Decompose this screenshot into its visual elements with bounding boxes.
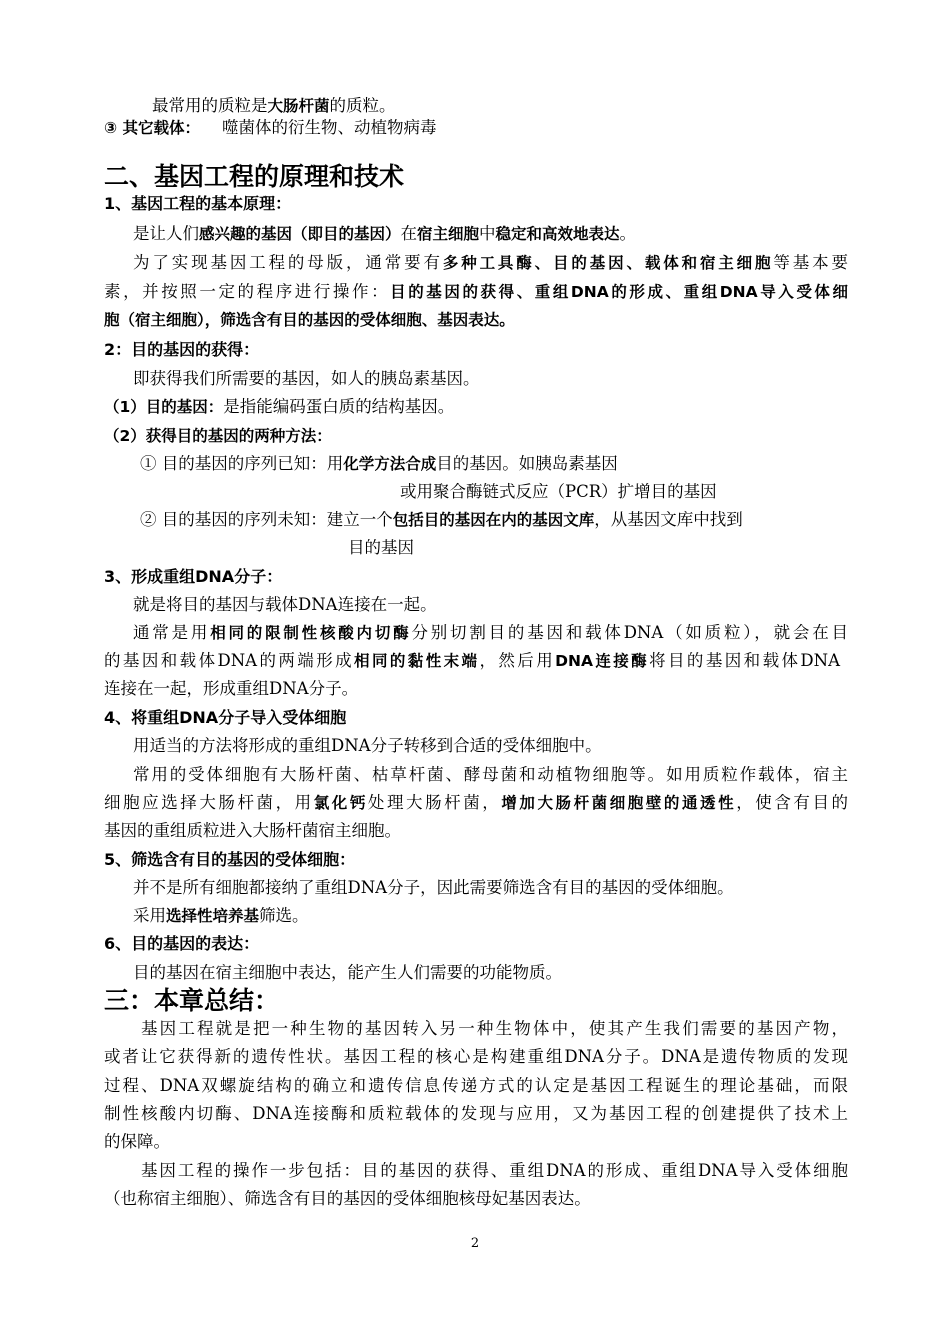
s4-p2-line-3: 基因的重组质粒进入大肠杆菌宿主细胞。	[104, 821, 401, 840]
s1-p2-line-3: 胞（宿主细胞），筛选含有目的基因的受体细胞、基因表达。	[104, 311, 515, 329]
summary-p1-line-1: 基因工程就是把一种生物的基因转入另一种生物体中，使其产生我们需要的基因产物，	[141, 1019, 848, 1038]
summary-p2-line-2: （也称宿主细胞）、筛选含有目的基因的受体细胞核母妃基因表达。	[104, 1189, 591, 1208]
section-2-title: 二、基因工程的原理和技术	[104, 162, 405, 191]
heading-6: 6、目的基因的表达：	[104, 934, 260, 953]
s3-p2-line-3: 连接在一起，形成重组DNA分子。	[104, 679, 359, 698]
s2-method-2-line-2: 目的基因	[348, 538, 414, 557]
s5-p1: 并不是所有细胞都接纳了重组DNA分子，因此需要筛选含有目的基因的受体细胞。	[133, 878, 734, 897]
s4-p1: 用适当的方法将形成的重组DNA分子转移到合适的受体细胞中。	[133, 736, 602, 755]
s5-p2: 采用选择性培养基筛选。	[133, 906, 309, 925]
s2-method-1-line-2: 或用聚合酶链式反应（PCR）扩增目的基因	[400, 482, 717, 501]
s3-p2-line-1: 通常是用相同的限制性核酸内切酶分别切割目的基因和载体DNA（如质粒），就会在目	[133, 623, 848, 642]
s3-p2-line-2: 的基因和载体DNA的两端形成相同的黏性末端，然后用DNA连接酶将目的基因和载体DNA	[104, 651, 840, 670]
s2-method-1-line-1: ① 目的基因的序列已知：用化学方法合成目的基因。如胰岛素基因	[140, 454, 618, 473]
s2-method-2-line-1: ② 目的基因的序列未知：建立一个包括目的基因在内的基因文库，从基因文库中找到	[140, 510, 743, 529]
s4-p2-line-2: 细胞应选择大肠杆菌，用氯化钙处理大肠杆菌，增加大肠杆菌细胞壁的通透性，使含有目的	[104, 793, 849, 812]
s2-p1: 即获得我们所需要的基因，如人的胰岛素基因。	[133, 369, 480, 388]
page-number: 2	[470, 1236, 480, 1251]
intro-line-1: 最常用的质粒是大肠杆菌的质粒。	[152, 96, 396, 115]
s1-p2-line-1: 为了实现基因工程的母版，通常要有多种工具酶、目的基因、载体和宿主细胞等基本要	[133, 253, 848, 272]
s4-p2-line-1: 常用的受体细胞有大肠杆菌、枯草杆菌、酵母菌和动植物细胞等。如用质粒作载体，宿主	[133, 765, 848, 784]
s2-def-1: （1）目的基因：是指能编码蛋白质的结构基因。	[104, 397, 455, 416]
heading-3: 3、形成重组DNA分子：	[104, 567, 283, 586]
s1-p1: 是让人们感兴趣的基因（即目的基因）在宿主细胞中稳定和高效地表达。	[133, 224, 637, 243]
section-3-title: 三：本章总结：	[104, 986, 280, 1015]
s1-p2-line-2: 素，并按照一定的程序进行操作：目的基因的获得、重组DNA的形成、重组DNA导入受体细	[104, 282, 849, 301]
heading-1: 1、基因工程的基本原理：	[104, 194, 292, 213]
s6-p1: 目的基因在宿主细胞中表达，能产生人们需要的功能物质。	[133, 963, 562, 982]
summary-p1-line-2: 或者让它获得新的遗传性状。基因工程的核心是构建重组DNA分子。DNA是遗传物质的发现	[104, 1047, 848, 1066]
intro-line-2: ③ 其它载体： 噬菌体的衍生物、动植物病毒	[104, 118, 437, 137]
heading-5: 5、筛选含有目的基因的受体细胞：	[104, 850, 356, 869]
summary-p1-line-4: 制性核酸内切酶、DNA连接酶和质粒载体的发现与应用，又为基因工程的创建提供了技术上	[104, 1104, 848, 1123]
heading-2: 2：目的基因的获得：	[104, 340, 260, 359]
heading-4: 4、将重组DNA分子导入受体细胞	[104, 708, 347, 727]
s2-def-2: （2）获得目的基因的两种方法：	[104, 427, 332, 445]
summary-p2-line-1: 基因工程的操作一步包括：目的基因的获得、重组DNA的形成、重组DNA导入受体细胞	[141, 1161, 848, 1180]
summary-p1-line-5: 的保障。	[104, 1132, 170, 1151]
summary-p1-line-3: 过程、DNA双螺旋结构的确立和遗传信息传递方式的认定是基因工程诞生的理论基础，而限	[104, 1076, 848, 1095]
s3-p1: 就是将目的基因与载体DNA连接在一起。	[133, 595, 437, 614]
